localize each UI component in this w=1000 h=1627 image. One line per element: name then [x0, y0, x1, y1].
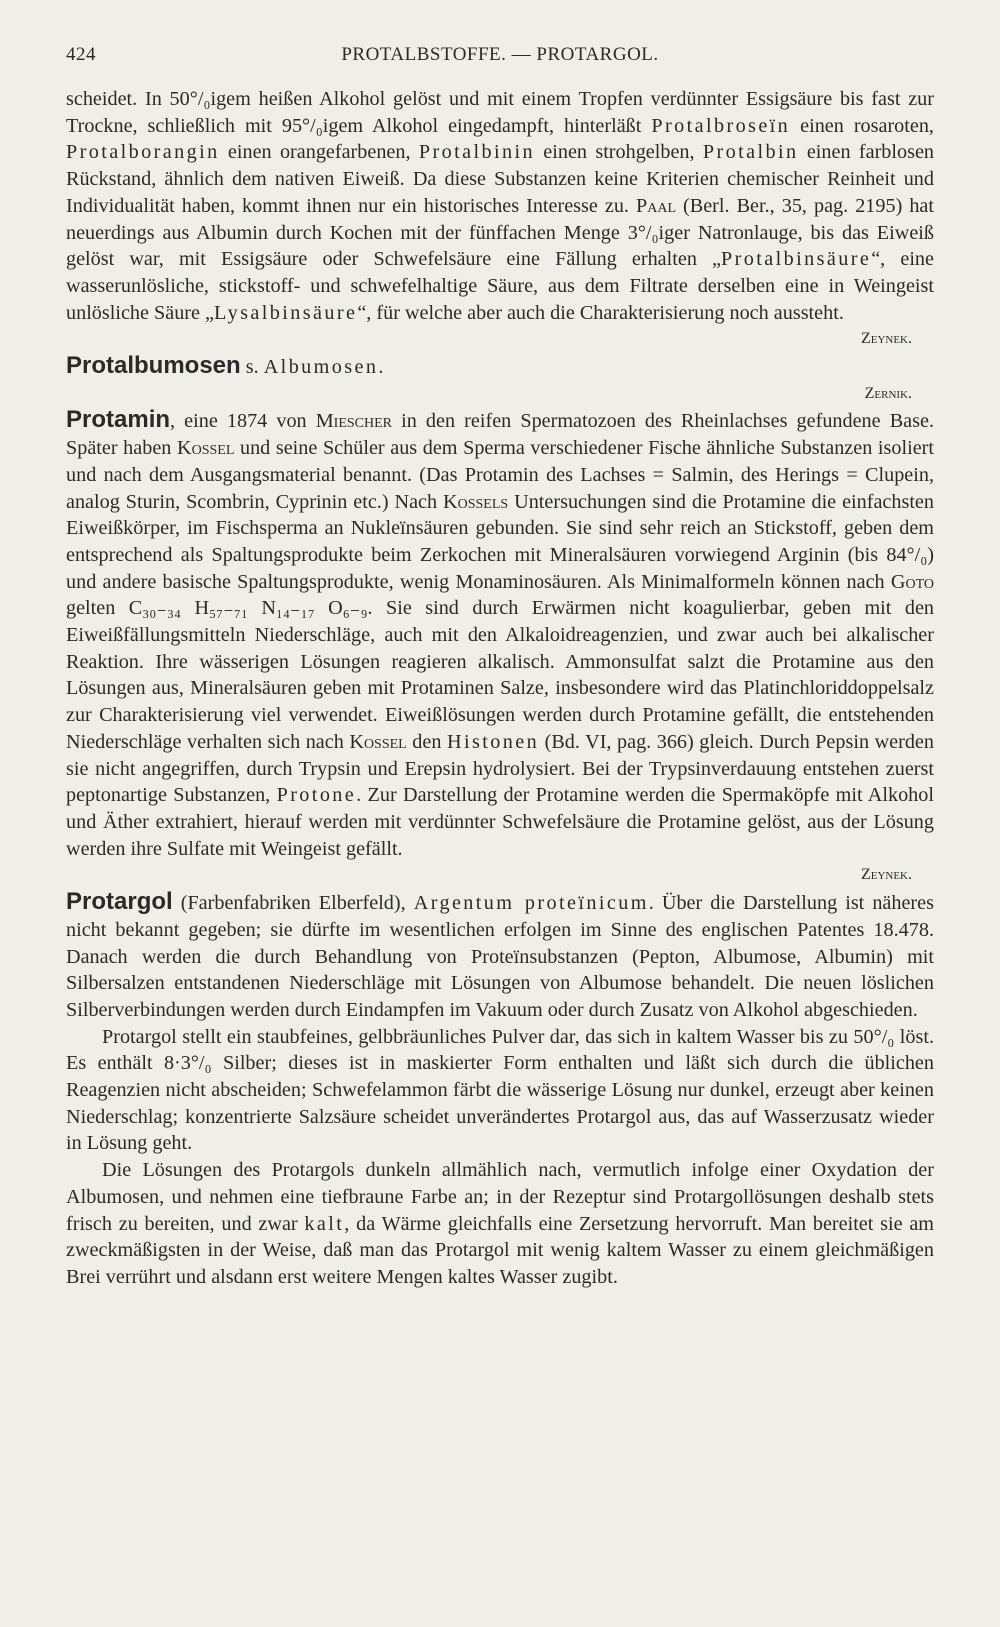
author-signature: Zeynek. [860, 330, 912, 348]
protargol-paragraph: Die Lösungen des Protargols dunkeln allmählich nach, vermutlich infolge einer Oxydation der Albumosen, und nehmen eine tiefbraune Farbe an; in der Rezeptur sind Protargollösungen deshalb stets frisch zu bereiten, und zwar kalt, da Wärme gleichfalls eine Zersetzung hervorruft. Man bereitet sie am zweckmäßigsten in der Weise, daß man das Protargol mit wenig kaltem Wasser zu einem gleichmäßigen Brei verrührt und alsdann erst weitere Mengen kaltes Wasser zugibt. [66, 1159, 934, 1288]
entry-protalbumosen: Protalbumosen s. Albumosen. [66, 352, 384, 380]
entry-keyword: Protalbumosen [66, 352, 241, 380]
protargol-paragraph: Protargol stellt ein staubfeines, gelbbräunliches Pulver dar, das sich in kaltem Wasser bis zu 50°/₀ löst. Es enthält 8·3°/₀ Silber; dieses ist in maskierter Form enthalten und läßt sich durch die üblichen Reagenzien nicht abscheiden; Schwefelammon färbt die wässerige Lösung nur dunkel, erzeugt aber keinen Niederschlag; konzentrierte Salzsäure scheidet unverändertes Protargol aus, das auf Wasserzusatz wieder in Lösung geht. [66, 1025, 934, 1155]
author-signature: Zeynek. [860, 866, 912, 884]
body-text [66, 86, 934, 1291]
entry-keyword: Protamin [66, 406, 171, 434]
chemical-formula: C₃₀₋₃₄ H₅₇₋₇₁ N₁₄₋₁₇ O₆₋₉ [128, 597, 368, 620]
page-number: 424 [66, 44, 96, 65]
author-signature: Zernik. [864, 384, 912, 402]
entry-protamin: Protamin, eine 1874 von Miescher in den reifen Spermatozoen des Rheinlachses gefundene Base. Später haben Kossel und seine Schüler aus dem Sperma verschiedener Fische ähnliche Substanzen isoliert und nach dem Ausgangsmaterial benannt. (Das Protamin des Lachses = Salmin, des Herings = Clupein, analog Sturin, Scombrin, Cyprinin etc.) Nach Kossels Untersuchungen sind die Protamine die einfachsten Eiweißkörper, im Fischsperma an Nukleïnsäuren gebunden. Sie sind sehr reich an Stickstoff, geben dem entsprechend als Spaltungsprodukte beim Zerkochen mit Mineralsäuren vorwiegend Arginin (bis 84°/₀) und andere basische Spaltungsprodukte, wenig Monaminosäuren. Als Minimalformeln können nach Goto gelten C₃₀₋₃₄ H₅₇₋₇₁ N₁₄₋₁₇ O₆₋₉. Sie sind durch Erwärmen nicht koagulierbar, geben mit den Eiweißfällungsmitteln Niederschläge, auch mit den Alkaloidreagenzien, und zwar auch bei alkalischer Reaktion. Ihre wässerigen Lösungen reagieren alkalisch. Ammonsulfat salzt die Protamine aus den Lösungen aus, Mineralsäuren geben mit Protaminen Salze, insbesondere wird das Platinchloriddoppelsalz zur Charakterisierung viel verwendet. Eiweißlösungen werden durch Protamine gefällt, die entstehenden Niederschläge verhalten sich nach Kossel den Histonen (Bd. VI, pag. 366) gleich. Durch Pepsin werden sie nicht angegriffen, durch Trypsin und Erepsin hydrolysiert. Bei der Trypsinverdauung entstehen zuerst peptonartige Substanzen, Protone. Zur Darstellung der Protamine werden die Spermaköpfe mit Alkohol und Äther extrahiert, hierauf werden mit verdünnter Schwefelsäure die Protamine gelöst, aus der Lösung werden ihre Sulfate mit Weingeist gefällt. [66, 406, 934, 860]
running-header [66, 44, 934, 74]
entry-keyword: Protargol [66, 888, 173, 916]
protalb-paragraph: scheidet. In 50°/₀igem heißen Alkohol gelöst und mit einem Tropfen verdünnter Essigsäure bis fast zur Trockne, schließlich mit 95°/₀igem Alkohol eingedampft, hinterläßt Protalbroseïn einen rosaroten, Protalborangin einen orangefarbenen, Protalbinin einen strohgelben, Protalbin einen farblosen Rückstand, ähnlich dem nativen Eiweiß. Da diese Substanzen keine Kriterien chemischer Reinheit und Individualität haben, kommt ihnen nur ein historisches Interesse zu. Paal (Berl. Ber., 35, pag. 2195) hat neuerdings aus Albumin durch Kochen mit der fünffachen Menge 3°/₀iger Natronlauge, bis das Eiweiß gelöst war, mit Essigsäure oder Schwefelsäure eine Fällung erhalten „Protalbinsäure“, eine wasserunlösliche, stickstoff- und schwefelhaltige Säure, aus dem Filtrate derselben eine in Weingeist unlösliche Säure „Lysalbinsäure“, für welche aber auch die Charakterisierung noch aussteht. [66, 88, 935, 324]
running-title: PROTALBSTOFFE. — PROTARGOL. [341, 44, 659, 65]
entry-protargol: Protargol (Farbenfabriken Elberfeld), Argentum proteïnicum. Über die Darstellung ist näheres nicht bekannt gegeben; sie dürfte im wesentlichen erfolgen im Sinne des englischen Patentes 18.478. Danach werden die durch Behandlung von Proteïnsubstanzen (Pepton, Albumose, Albumin) mit Silbersalzen entstandenen Niederschläge mit Lösungen von Albumose behandelt. Die neuen löslichen Silberverbindungen werden durch Eindampfen im Vakuum oder durch Zusatz von Alkohol abgeschieden. [66, 888, 934, 1021]
